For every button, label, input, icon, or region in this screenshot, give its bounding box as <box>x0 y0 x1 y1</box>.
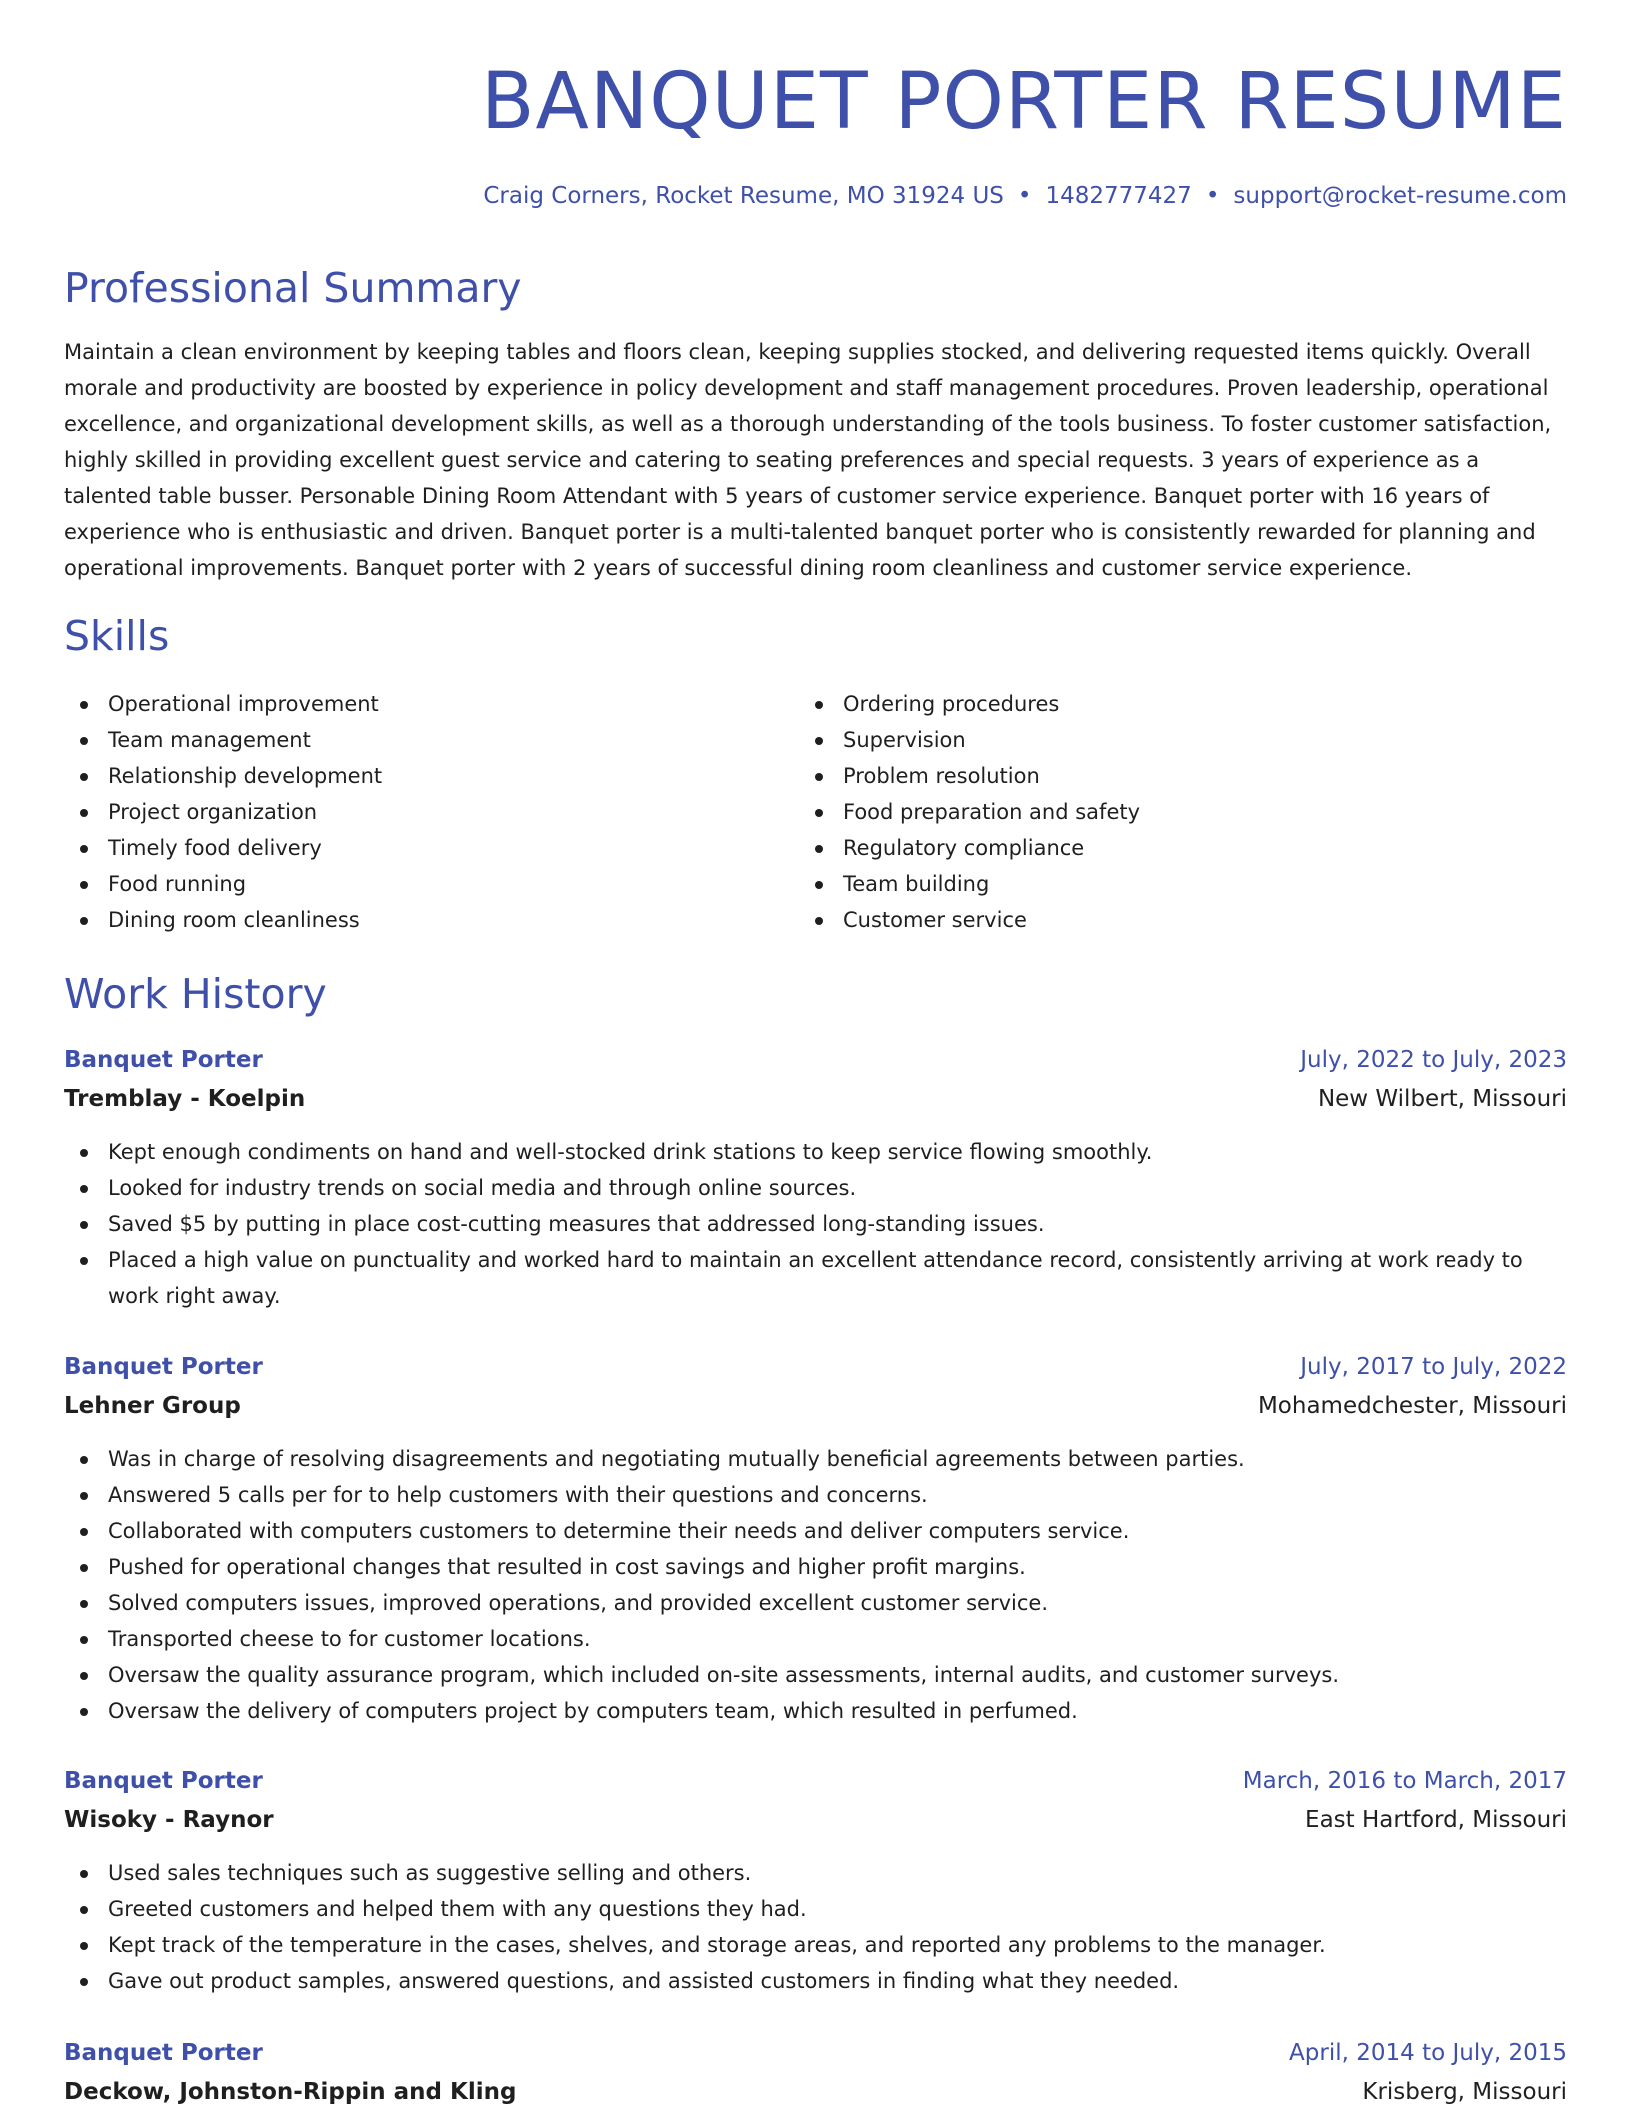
job-dates: April, 2014 to July, 2015 <box>1289 2040 1567 2066</box>
bullet-icon <box>80 1492 88 1500</box>
bullet-icon <box>80 1942 88 1950</box>
contact-line <box>483 180 1567 212</box>
job-bullet: Collaborated with computers customers to determine their needs and deliver computers service. <box>64 1513 1567 1549</box>
contact-email[interactable]: support@rocket-resume.com <box>1233 183 1567 209</box>
section-title-professional-summary: Professional Summary <box>64 264 522 312</box>
bullet-icon <box>80 701 88 709</box>
bullet-icon <box>80 1257 88 1265</box>
bullet-icon <box>80 1978 88 1986</box>
job-title: Banquet Porter <box>64 1354 263 1380</box>
skill-item: Customer service <box>799 902 1499 938</box>
skill-item: Team building <box>799 866 1499 902</box>
bullet-icon <box>815 809 823 817</box>
bullet-icon <box>80 1600 88 1608</box>
bullet-icon <box>815 737 823 745</box>
bullet-icon <box>80 1708 88 1716</box>
skill-item: Supervision <box>799 722 1499 758</box>
skill-item: Timely food delivery <box>64 830 764 866</box>
bullet-icon <box>80 809 88 817</box>
job-bullet: Pushed for operational changes that resulted in cost savings and higher profit margins. <box>64 1549 1567 1585</box>
skill-item: Relationship development <box>64 758 764 794</box>
job-entry <box>64 1763 1567 1999</box>
contact-separator: • <box>1205 183 1220 209</box>
bullet-icon <box>80 1672 88 1680</box>
bullet-icon <box>815 845 823 853</box>
job-bullet: Kept enough condiments on hand and well-stocked drink stations to keep service flowing smoothly. <box>64 1134 1567 1170</box>
skill-item: Team management <box>64 722 764 758</box>
bullet-icon <box>815 917 823 925</box>
job-dates: March, 2016 to March, 2017 <box>1242 1768 1567 1794</box>
resume-title: BANQUET PORTER RESUME <box>481 57 1567 147</box>
bullet-icon <box>80 1456 88 1464</box>
resume-page <box>64 0 1567 2112</box>
job-entry <box>64 1349 1567 1729</box>
bullet-icon <box>80 1564 88 1572</box>
skill-item: Project organization <box>64 794 764 830</box>
job-location: New Wilbert, Missouri <box>1317 1086 1567 1112</box>
job-bullet: Transported cheese to for customer locations. <box>64 1621 1567 1657</box>
bullet-icon <box>80 1636 88 1644</box>
job-dates: July, 2017 to July, 2022 <box>1300 1354 1567 1380</box>
bullet-icon <box>815 881 823 889</box>
skill-item: Problem resolution <box>799 758 1499 794</box>
job-dates: July, 2022 to July, 2023 <box>1300 1047 1567 1073</box>
job-location: Mohamedchester, Missouri <box>1257 1393 1567 1419</box>
skill-item: Ordering procedures <box>799 686 1499 722</box>
skills-list-right <box>799 686 1499 938</box>
contact-address: Craig Corners, Rocket Resume, MO 31924 US <box>483 183 1004 209</box>
job-company: Wisoky - Raynor <box>64 1807 274 1833</box>
job-title: Banquet Porter <box>64 1047 263 1073</box>
job-title: Banquet Porter <box>64 2040 263 2066</box>
job-location: East Hartford, Missouri <box>1305 1807 1567 1833</box>
job-bullets <box>64 1134 1567 1314</box>
job-bullet: Used sales techniques such as suggestive selling and others. <box>64 1855 1567 1891</box>
job-title: Banquet Porter <box>64 1768 263 1794</box>
job-bullets <box>64 1441 1567 1729</box>
job-bullet: Placed a high value on punctuality and worked hard to maintain an excellent attendance record, consistently arriving at work ready to work right away. <box>64 1242 1567 1314</box>
contact-separator: • <box>1017 183 1032 209</box>
job-bullets <box>64 1855 1567 1999</box>
job-bullet: Looked for industry trends on social media and through online sources. <box>64 1170 1567 1206</box>
job-bullet: Greeted customers and helped them with any questions they had. <box>64 1891 1567 1927</box>
section-title-work-history: Work History <box>64 970 327 1018</box>
job-entry <box>64 1042 1567 1314</box>
bullet-icon <box>815 701 823 709</box>
bullet-icon <box>80 1149 88 1157</box>
bullet-icon <box>80 1185 88 1193</box>
bullet-icon <box>80 1906 88 1914</box>
job-bullet: Oversaw the delivery of computers project by computers team, which resulted in perfumed. <box>64 1693 1567 1729</box>
bullet-icon <box>80 881 88 889</box>
skill-item: Food preparation and safety <box>799 794 1499 830</box>
bullet-icon <box>815 773 823 781</box>
job-bullet: Oversaw the quality assurance program, which included on-site assessments, internal audits, and customer surveys. <box>64 1657 1567 1693</box>
skill-item: Food running <box>64 866 764 902</box>
job-bullet: Solved computers issues, improved operations, and provided excellent customer service. <box>64 1585 1567 1621</box>
job-bullet: Saved $5 by putting in place cost-cutting measures that addressed long-standing issues. <box>64 1206 1567 1242</box>
job-bullet: Gave out product samples, answered questions, and assisted customers in finding what they needed. <box>64 1963 1567 1999</box>
section-title-skills: Skills <box>64 612 170 660</box>
bullet-icon <box>80 737 88 745</box>
contact-phone: 1482777427 <box>1045 183 1192 209</box>
job-company: Tremblay - Koelpin <box>64 1086 306 1112</box>
job-entry <box>64 2035 1567 2113</box>
job-bullet: Kept track of the temperature in the cases, shelves, and storage areas, and reported any problems to the manager. <box>64 1927 1567 1963</box>
job-bullet: Was in charge of resolving disagreements and negotiating mutually beneficial agreements between parties. <box>64 1441 1567 1477</box>
job-location: Krisberg, Missouri <box>1362 2079 1567 2105</box>
bullet-icon <box>80 773 88 781</box>
skill-item: Dining room cleanliness <box>64 902 764 938</box>
skills-list-left <box>64 686 764 938</box>
bullet-icon <box>80 1528 88 1536</box>
bullet-icon <box>80 1221 88 1229</box>
bullet-icon <box>80 1870 88 1878</box>
skill-item: Operational improvement <box>64 686 764 722</box>
job-bullet: Answered 5 calls per for to help customers with their questions and concerns. <box>64 1477 1567 1513</box>
job-company: Lehner Group <box>64 1393 241 1419</box>
bullet-icon <box>80 845 88 853</box>
bullet-icon <box>80 917 88 925</box>
job-company: Deckow, Johnston-Rippin and Kling <box>64 2079 517 2105</box>
summary-text: Maintain a clean environment by keeping tables and floors clean, keeping supplies stocked, and delivering requested items quickly. Overall morale and productivity are boosted by experience in policy development and staff management procedures. Proven leadership, operational excellence, and organizational development skills, as well as a thorough understanding of the tools business. To foster customer satisfaction, highly skilled in providing excellent guest service and catering to seating preferences and special requests. 3 years of experience as a talented table busser. Personable Dining Room Attendant with 5 years of customer service experience. Banquet porter with 16 years of experience who is enthusiastic and driven. Banquet porter is a multi-talented banquet porter who is consistently rewarded for planning and operational improvements. Banquet porter with 2 years of successful dining room cleanliness and customer service experience. <box>64 340 1552 580</box>
skill-item: Regulatory compliance <box>799 830 1499 866</box>
